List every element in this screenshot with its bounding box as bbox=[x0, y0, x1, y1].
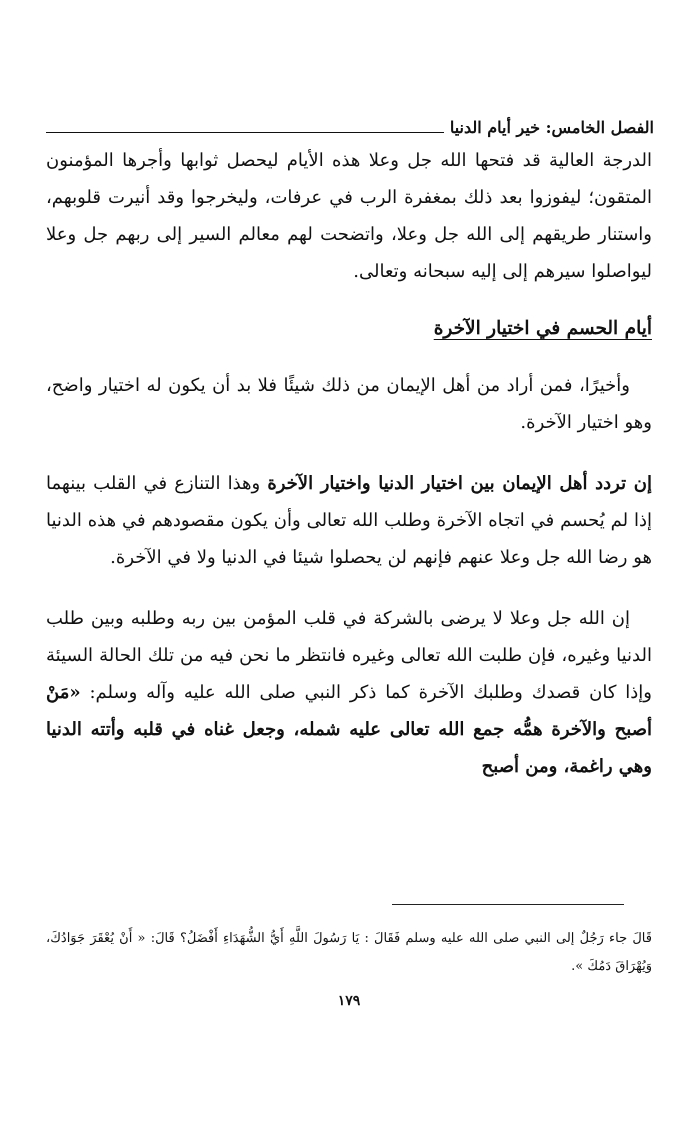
chapter-title: الفصل الخامس: خير أيام الدنيا bbox=[449, 117, 654, 137]
footnote: قَالَ جاء رَجُلٌ إلى النبي صلى الله عليه وسلم فَقَالَ : يَا رَسُولَ اللَّهِ أَيُّ الشُّهَدَاءِ أَفْضَلُ؟ قَالَ: « أَنْ يُعْقَرَ جَوَادُكَ، وَيُهْرَاقَ دَمُكَ ». bbox=[46, 931, 652, 974]
hadith-quote: «مَنْ أصبح والآخرة همُّه جمع الله تعالى عليه شمله، وجعل غناه في قلبه وأتته الدنيا وهي راغمة، ومن أصبح bbox=[46, 682, 652, 777]
running-header bbox=[46, 114, 654, 140]
paragraph-3-bold: إن تردد أهل الإيمان بين اختيار الدنيا واختيار الآخرة bbox=[267, 473, 652, 494]
paragraph-4-plain: إن الله جل وعلا لا يرضى بالشركة في قلب المؤمن بين ربه وطلبه وبين طلب الدنيا وغيره، فإن طلبت الله تعالى وغيره فانتظر ما نحن فيه من تلك الحالة السيئة وإذا كان قصدك وطلبك الآخرة كما ذكر النبي صلى الله عليه وآله وسلم: bbox=[46, 608, 652, 703]
page-number: ١٧٩ bbox=[337, 993, 361, 1009]
section-heading: أيام الحسم في اختيار الآخرة bbox=[433, 318, 652, 339]
paragraph-3 bbox=[46, 465, 652, 576]
paragraph-2: وأخيرًا، فمن أراد من أهل الإيمان من ذلك شيئًا فلا بد أن يكون له اختيار واضح، وهو اختيار الآخرة. bbox=[46, 375, 652, 433]
footnote-rule bbox=[392, 904, 624, 905]
paragraph-3-rest: وهذا التنازع في القلب بينهما إذا لم يُحسم في اتجاه الآخرة وطلب الله تعالى وأن يكون مقصودهم في هذه الدنيا هو رضا الله جل وعلا عنهم فإنهم لن يحصلوا شيئا في الدنيا ولا في الآخرة. bbox=[46, 473, 652, 568]
body-text bbox=[46, 142, 652, 785]
header-rule bbox=[46, 132, 444, 133]
paragraph-1: الدرجة العالية قد فتحها الله جل وعلا هذه الأيام ليحصل ثوابها وأجرها المؤمنون المتقون؛ ليفوزوا بعد ذلك بمغفرة الرب في عرفات، وليخرجوا وقد أنيرت قلوبهم، واستنار طريقهم إلى الله جل وعلا، واتضحت لهم معالم السير إلى ربهم جل وعلا ليواصلوا سيرهم إلى إليه سبحانه وتعالى. bbox=[46, 150, 652, 282]
paragraph-4 bbox=[46, 600, 652, 785]
